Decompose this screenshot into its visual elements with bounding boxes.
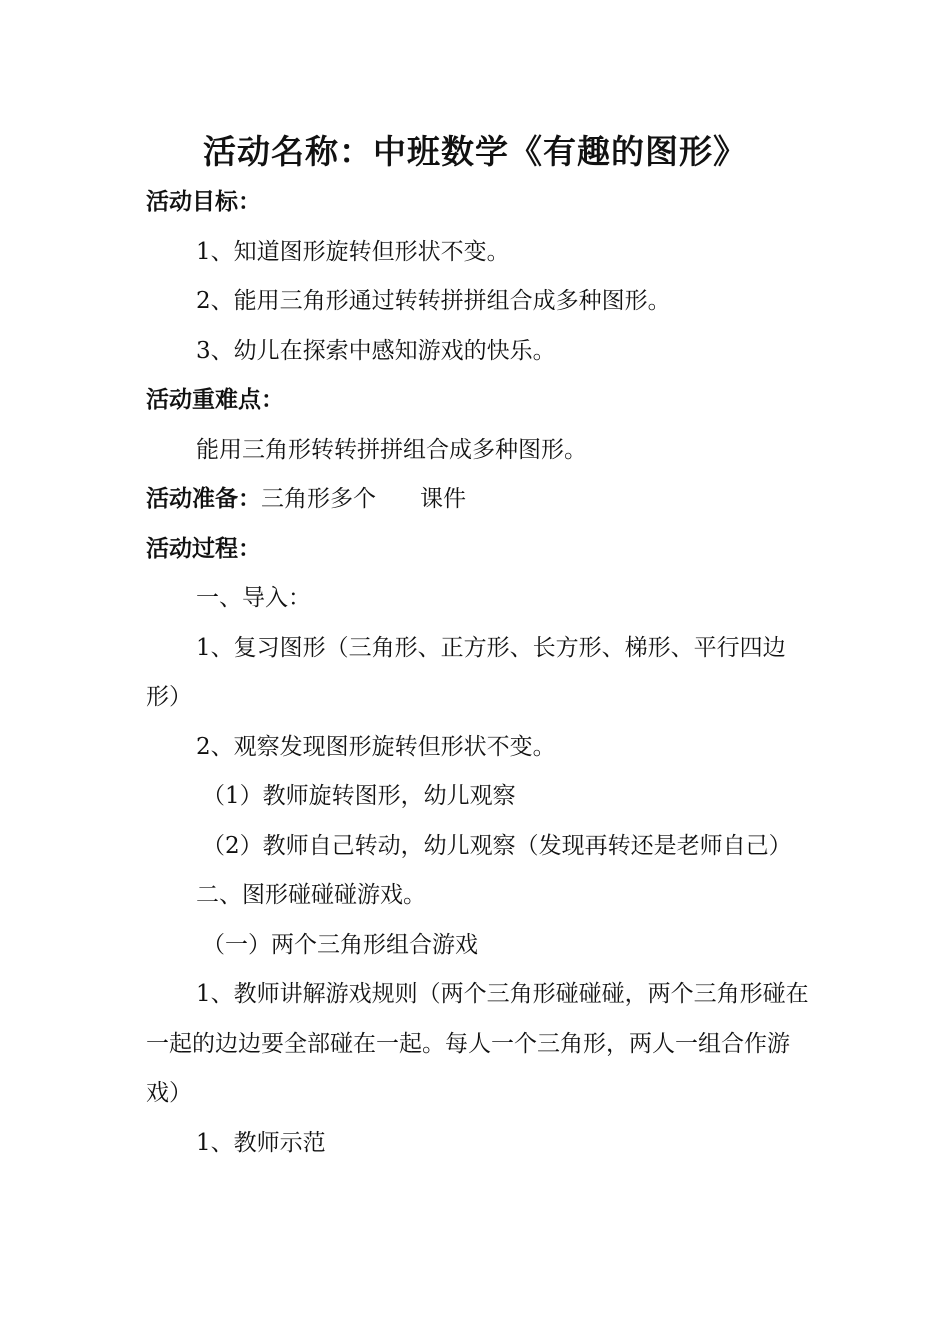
- goals-heading: 活动目标：: [146, 189, 261, 215]
- document-title: 活动名称：中班数学《有趣的图形》: [203, 132, 747, 171]
- process-part1-title: 一、导入：: [196, 585, 311, 611]
- process-rule: 1、教师讲解游戏规则（两个三角形碰碰碰，两个三角形碰在一起的边边要全部碰在一起。每人一个三角形，两人一组合作游戏）: [146, 981, 809, 1106]
- process-part2-title: 二、图形碰碰碰游戏。: [196, 882, 426, 908]
- process-step-2: 2、观察发现图形旋转但形状不变。: [196, 733, 556, 760]
- key-points-text: 能用三角形转转拼拼组合成多种图形。: [196, 436, 587, 463]
- preparation-item-2: 课件: [420, 486, 466, 512]
- goal-item-3: 3、幼儿在探索中感知游戏的快乐。: [196, 337, 556, 364]
- key-points-heading: 活动重难点：: [146, 387, 284, 413]
- goal-item-2: 2、能用三角形通过转转拼拼组合成多种图形。: [196, 288, 671, 314]
- process-sub-1: （1）教师旋转图形，幼儿观察: [202, 783, 516, 809]
- preparation-item-1: 三角形多个: [261, 486, 376, 512]
- document-body: [146, 178, 812, 1168]
- process-sub-2: （2）教师自己转动，幼儿观察（发现再转还是老师自己）: [202, 832, 792, 859]
- process-part2-sub: （一）两个三角形组合游戏: [202, 931, 478, 958]
- process-heading: 活动过程：: [146, 535, 261, 562]
- process-step-1: 1、复习图形（三角形、正方形、长方形、梯形、平行四边形）: [146, 634, 786, 710]
- goal-item-1: 1、知道图形旋转但形状不变。: [196, 238, 510, 265]
- process-demo: 1、教师示范: [196, 1129, 326, 1156]
- preparation-line: [146, 475, 812, 525]
- preparation-heading: 活动准备：: [146, 486, 261, 512]
